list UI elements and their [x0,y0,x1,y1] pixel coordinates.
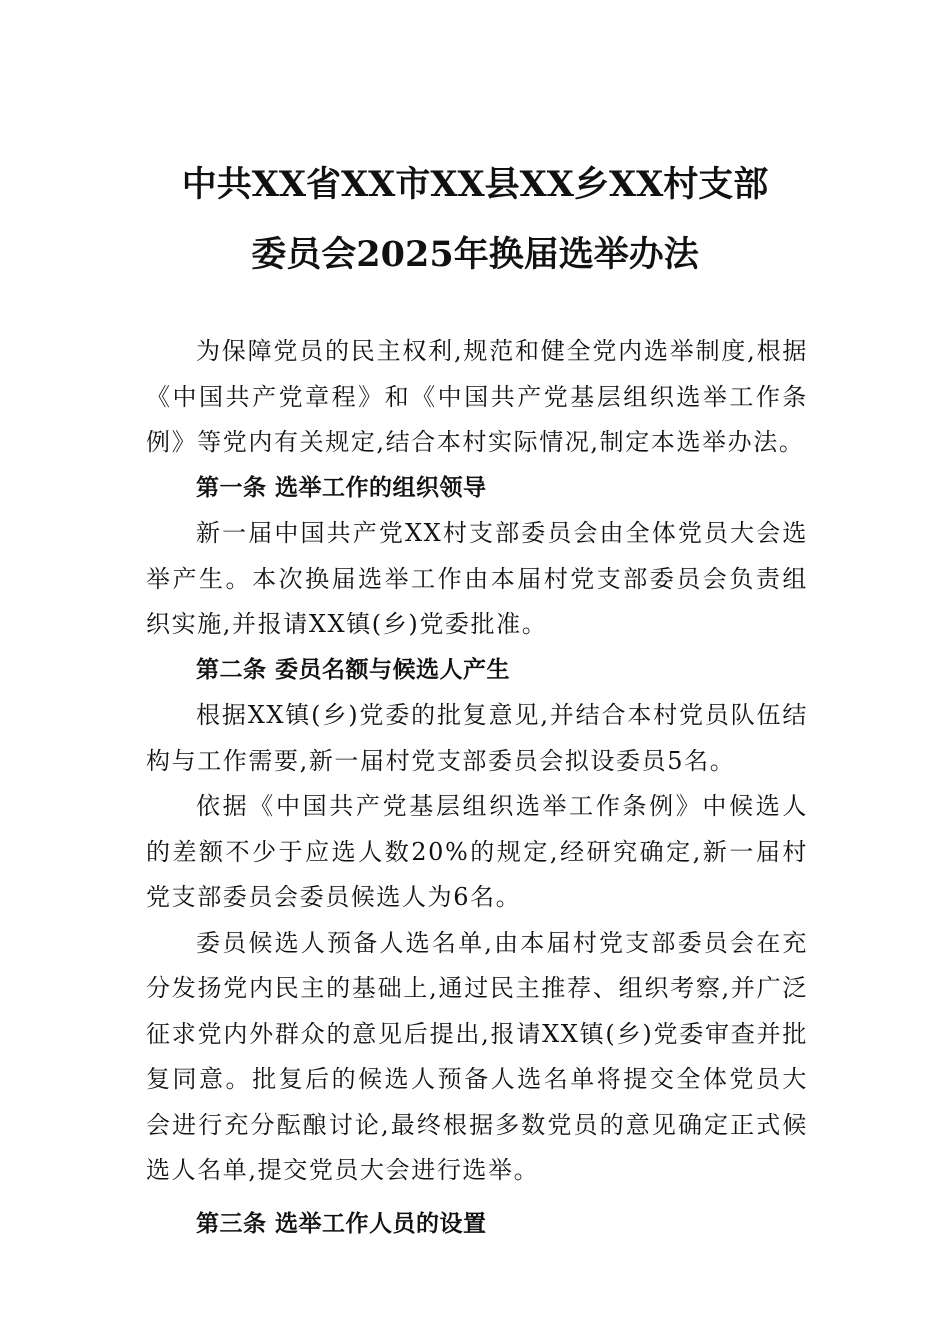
article-2-heading: 第二条 委员名额与候选人产生 [196,656,511,683]
body-paragraph: 依据《中国共产党基层组织选举工作条例》中候选人的差额不少于应选人数20%的规定,经研究确定,新一届村党支部委员会委员候选人为6名。 [146,792,808,911]
document-body [146,329,808,1247]
body-paragraph: 根据XX镇(乡)党委的批复意见,并结合本村党员队伍结构与工作需要,新一届村党支部委员会拟设委员5名。 [146,701,808,775]
body-paragraph: 为保障党员的民主权利,规范和健全党内选举制度,根据《中国共产党章程》和《中国共产党基层组织选举工作条例》等党内有关规定,结合本村实际情况,制定本选举办法。 [146,337,808,456]
article-3-heading: 第三条 选举工作人员的设置 [196,1210,487,1237]
document-title-line-2: 委员会2025年换届选举办法 [251,234,699,275]
document-title-line-1: 中共XX省XX市XX县XX乡XX村支部 [181,164,769,205]
body-paragraph: 委员候选人预备人选名单,由本届村党支部委员会在充分发扬党内民主的基础上,通过民主推荐、组织考察,并广泛征求党内外群众的意见后提出,报请XX镇(乡)党委审查并批复同意。批复后的候选人预备人选名单将提交全体党员大会进行充分酝酿讨论,最终根据多数党员的意见确定正式候选人名单,提交党员大会进行选举。 [146,928,808,1184]
article-1-heading: 第一条 选举工作的组织领导 [196,474,487,501]
body-paragraph: 新一届中国共产党XX村支部委员会由全体党员大会选举产生。本次换届选举工作由本届村党支部委员会负责组织实施,并报请XX镇(乡)党委批准。 [146,519,808,638]
